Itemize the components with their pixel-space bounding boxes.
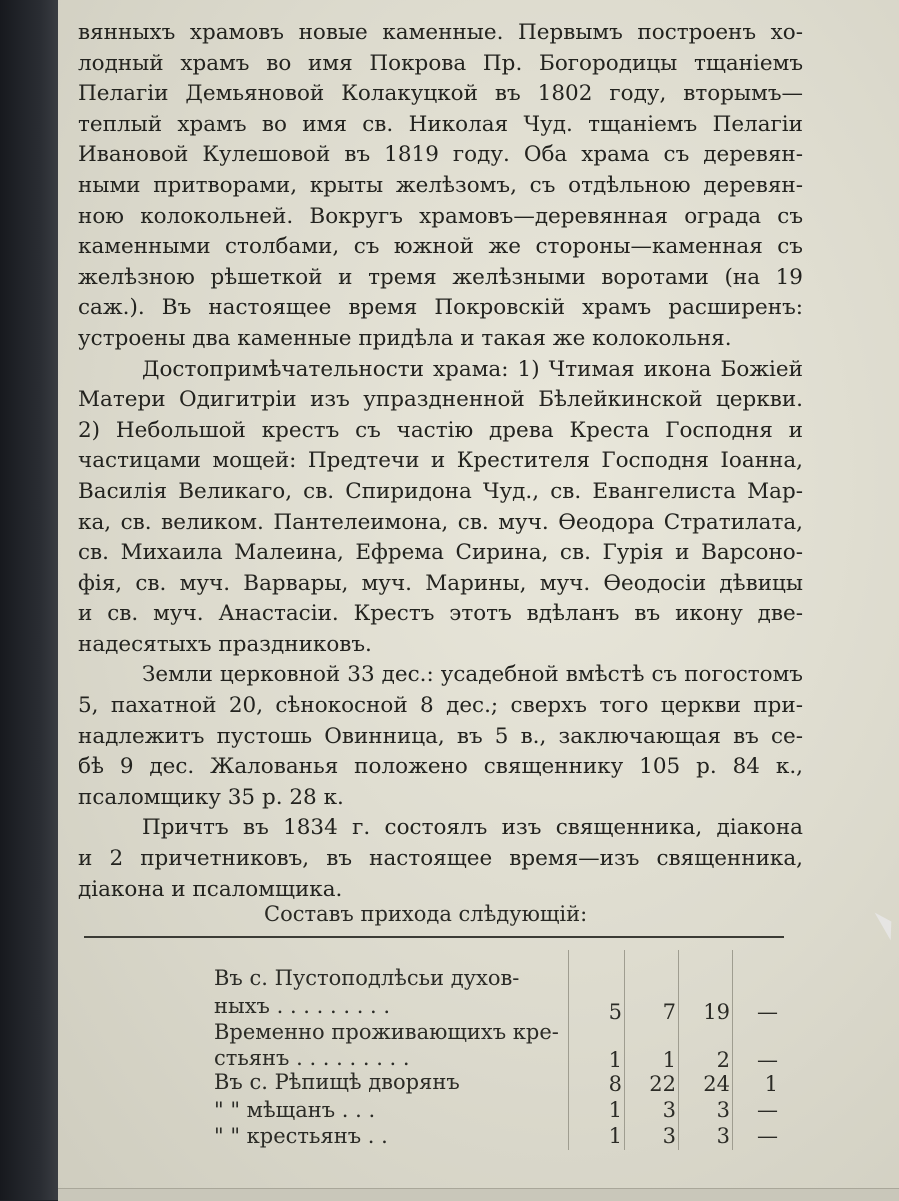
text-line: Матери Одигитріи изъ упраздненной Бѣлейкинской церкви.: [78, 387, 803, 413]
table-cell: 1: [764, 1072, 778, 1096]
table-cell: 3: [716, 1098, 730, 1122]
table-cell: 3: [662, 1098, 676, 1122]
table-caption: Составъ прихода слѣдующій:: [264, 902, 588, 926]
table-row-label: Въ с. Пустоподлѣсьи духов-: [214, 966, 520, 990]
table-cell: —: [757, 1000, 778, 1024]
text-line: ными притворами, крыты желѣзомъ, съ отдѣльною деревян-: [78, 172, 803, 198]
text-line: устроены два каменные придѣла и такая же колокольня.: [78, 325, 732, 351]
table-divider: [678, 950, 679, 1150]
table-row-label: Временно проживающихъ кре-: [214, 1020, 559, 1044]
text-line: Василія Великаго, св. Спиридона Чуд., св. Евангелиста Мар-: [78, 478, 803, 504]
text-line: Пелагіи Демьяновой Колакуцкой въ 1802 году, вторымъ—: [78, 81, 803, 107]
table-cell: 22: [649, 1072, 676, 1096]
text-line: ка, св. великом. Пантелеимона, св. муч. Ѳеодора Стратилата,: [78, 509, 803, 535]
text-line: Достопримѣчательности храма: 1) Чтимая икона Божіей: [142, 356, 803, 382]
text-line: и св. муч. Анастасіи. Крестъ этотъ вдѣланъ въ икону две-: [78, 601, 803, 627]
page-bottom-edge: [58, 1188, 899, 1201]
table-row-label: Въ с. Рѣпищѣ дворянъ: [214, 1070, 460, 1094]
table-divider: [568, 950, 569, 1150]
text-line: псаломщику 35 р. 28 к.: [78, 784, 344, 810]
table-cell: 3: [662, 1124, 676, 1148]
text-line: лодный храмъ во имя Покрова Пр. Богородицы тщаніемъ: [78, 50, 803, 76]
table-row-label: " " крестьянъ . .: [214, 1124, 388, 1148]
table-row-label: " " мѣщанъ . . .: [214, 1098, 376, 1122]
table-cell: 24: [703, 1072, 730, 1096]
table-cell: 8: [608, 1072, 622, 1096]
parish-table: [84, 936, 784, 1160]
table-cell: —: [757, 1124, 778, 1148]
text-line: надлежитъ пустошь Овинница, въ 5 в., заключающая въ се-: [78, 723, 803, 749]
text-line: 2) Небольшой крестъ съ частію древа Креста Господня и: [78, 417, 803, 443]
table-divider: [624, 950, 625, 1150]
text-line: св. Михаила Малеина, Ефрема Сирина, св. Гурія и Варсоно-: [78, 540, 803, 566]
text-line: бѣ 9 дес. Жалованья положено священнику 105 р. 84 к.,: [78, 754, 803, 780]
table-cell: 7: [662, 1000, 676, 1024]
text-line: Ивановой Кулешовой въ 1819 году. Оба храма съ деревян-: [78, 142, 803, 168]
table-cell: 1: [662, 1048, 676, 1072]
table-cell: 2: [716, 1048, 730, 1072]
text-line: теплый храмъ во имя св. Николая Чуд. тщаніемъ Пелагіи: [78, 111, 803, 137]
text-line: надесятыхъ праздниковъ.: [78, 631, 372, 657]
text-line: частицами мощей: Предтечи и Крестителя Господня Іоанна,: [78, 448, 803, 474]
text-line: діакона и псаломщика.: [78, 876, 343, 902]
table-row-label: ныхъ . . . . . . . . .: [214, 994, 391, 1018]
table-cell: 1: [608, 1048, 622, 1072]
table-cell: 1: [608, 1098, 622, 1122]
table-cell: —: [757, 1048, 778, 1072]
text-line: желѣзною рѣшеткой и тремя желѣзными воротами (на 19: [78, 264, 803, 290]
table-cell: 19: [703, 1000, 730, 1024]
text-line: Земли церковной 33 дес.: усадебной вмѣстѣ съ погостомъ: [142, 662, 803, 688]
table-row-label: стьянъ . . . . . . . . .: [214, 1046, 410, 1070]
table-cell: 3: [716, 1124, 730, 1148]
text-line: 5, пахатной 20, сѣнокосной 8 дес.; сверхъ того церкви при-: [78, 693, 803, 719]
text-line: каменными столбами, съ южной же стороны—каменная съ: [78, 234, 803, 260]
text-line: вянныхъ храмовъ новые каменные. Первымъ построенъ хо-: [78, 20, 803, 45]
table-cell: 1: [608, 1124, 622, 1148]
table-cell: 5: [608, 1000, 622, 1024]
text-line: и 2 причетниковъ, въ настоящее время—изъ священника,: [78, 846, 803, 872]
text-line: саж.). Въ настоящее время Покровскій храмъ расширенъ:: [78, 295, 803, 321]
text-line: Причтъ въ 1834 г. состоялъ изъ священника, діакона: [142, 815, 803, 841]
table-cell: —: [757, 1098, 778, 1122]
monitor-bezel-left: [0, 0, 58, 1200]
table-divider: [732, 950, 733, 1150]
text-line: фія, св. муч. Варвары, муч. Марины, муч. Ѳеодосіи дѣвицы: [78, 570, 803, 596]
page-text: [78, 18, 803, 905]
text-line: ною колокольней. Вокругъ храмовъ—деревянная ограда съ: [78, 203, 803, 229]
